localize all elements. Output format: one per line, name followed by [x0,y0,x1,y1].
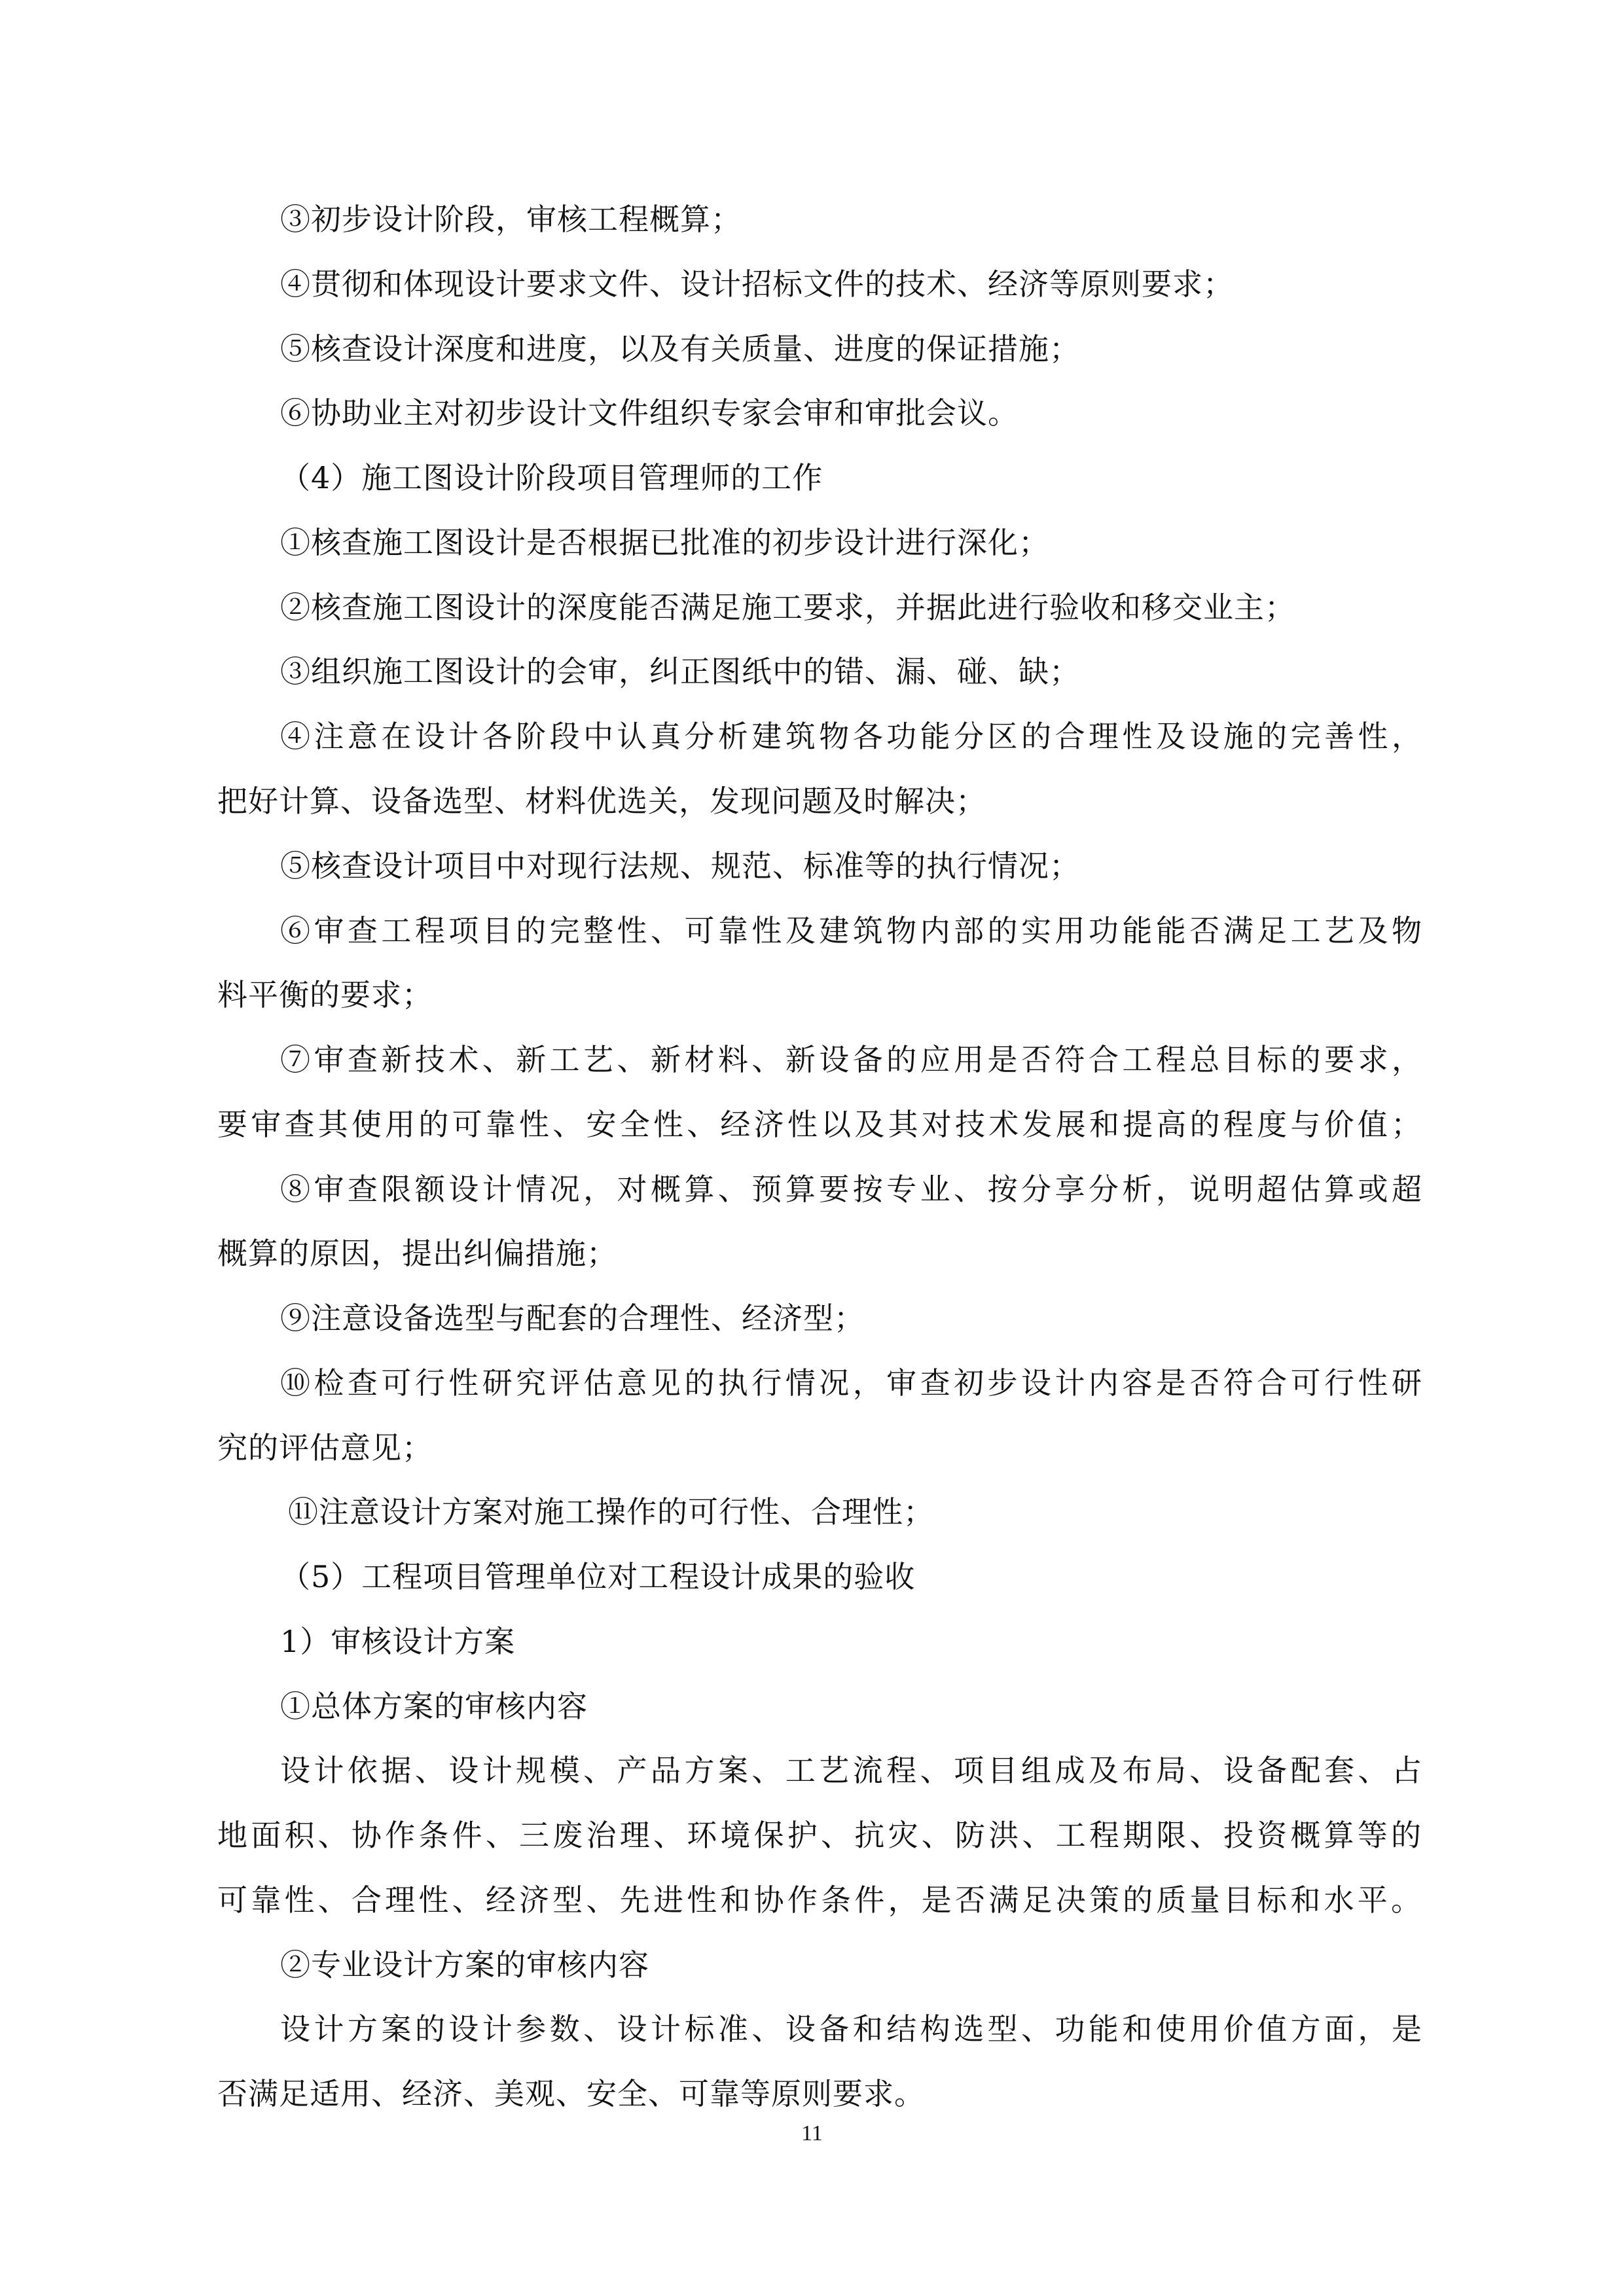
text-line-10: 把好计算、设备选型、材料优选关，发现问题及时解决； [217,783,986,819]
text-line-13: 料平衡的要求； [217,977,433,1013]
section-heading-5: （5）工程项目管理单位对工程设计成果的验收 [280,1559,916,1594]
text-line-15: 要审查其使用的可靠性、安全性、经济性以及其对技术发展和提高的程度与价值； [217,1107,1422,1142]
text-line-17: 概算的原因，提出纠偏措施； [217,1236,617,1271]
text-line-11: ⑤核查设计项目中对现行法规、规范、标准等的执行情况； [280,848,1080,884]
subsection-heading-1: 1）审核设计方案 [280,1624,516,1659]
text-line-03: ⑤核查设计深度和进度，以及有关质量、进度的保证措施； [280,331,1080,367]
text-line-25: 设计依据、设计规模、产品方案、工艺流程、项目组成及布局、设备配套、占 [280,1753,1422,1788]
text-line-29: 设计方案的设计参数、设计标准、设备和结构选型、功能和使用价值方面，是 [280,2011,1422,2047]
text-line-02: ④贯彻和体现设计要求文件、设计招标文件的技术、经济等原则要求； [280,266,1234,302]
text-line-27: 可靠性、合理性、经济型、先进性和协作条件，是否满足决策的质量目标和水平。 [217,1882,1422,1918]
text-line-19: ⑩检查可行性研究评估意见的执行情况，审查初步设计内容是否符合可行性研 [280,1365,1422,1401]
text-line-04: ⑥协助业主对初步设计文件组织专家会审和审批会议。 [280,395,1019,431]
text-line-24: ①总体方案的审核内容 [280,1689,588,1724]
text-line-21: ⑪注意设计方案对施工操作的可行性、合理性； [288,1494,934,1530]
page-number: 11 [801,2121,823,2145]
text-line-20: 究的评估意见； [217,1430,433,1465]
text-line-14: ⑦审查新技术、新工艺、新材料、新设备的应用是否符合工程总目标的要求， [280,1042,1422,1077]
text-line-12: ⑥审查工程项目的完整性、可靠性及建筑物内部的实用功能能否满足工艺及物 [280,913,1422,948]
text-line-08: ③组织施工图设计的会审，纠正图纸中的错、漏、碰、缺； [280,654,1080,689]
text-line-28: ②专业设计方案的审核内容 [280,1947,649,1982]
text-line-16: ⑧审查限额设计情况，对概算、预算要按专业、按分享分析，说明超估算或超 [280,1172,1422,1207]
text-line-01: ③初步设计阶段，审核工程概算； [280,202,742,237]
section-heading-4: （4）施工图设计阶段项目管理师的工作 [280,460,823,495]
text-line-18: ⑨注意设备选型与配套的合理性、经济型； [280,1300,865,1336]
text-line-09: ④注意在设计各阶段中认真分析建筑物各功能分区的合理性及设施的完善性， [280,719,1422,754]
text-line-06: ①核查施工图设计是否根据已批准的初步设计进行深化； [280,525,1049,560]
text-line-30: 否满足适用、经济、美观、安全、可靠等原则要求。 [217,2076,925,2111]
text-line-26: 地面积、协作条件、三废治理、环境保护、抗灾、防洪、工程期限、投资概算等的 [217,1818,1422,1853]
text-line-07: ②核查施工图设计的深度能否满足施工要求，并据此进行验收和移交业主； [280,590,1295,625]
